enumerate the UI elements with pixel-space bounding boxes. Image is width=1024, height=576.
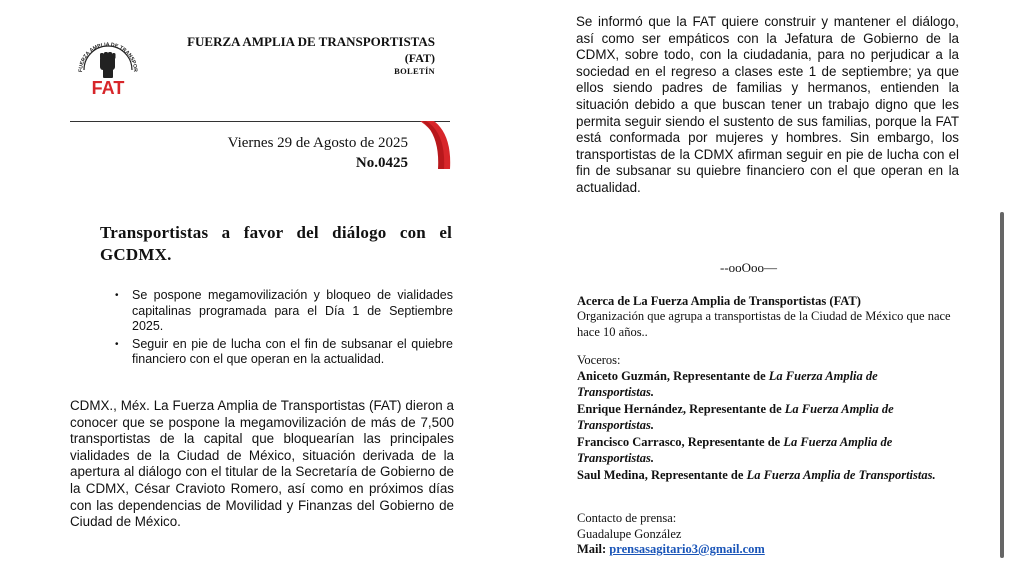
bullet-icon: •: [115, 338, 119, 350]
bulletin-title: Transportistas a favor del diálogo con el GCDMX.: [100, 223, 452, 264]
bulletin-number: No.0425: [355, 155, 408, 171]
list-item-text: Se pospone megamovilización y bloqueo de vialidades capitalinas programada para el Día 1 de Septiembre 2025.: [132, 288, 453, 333]
header-divider: [70, 121, 450, 122]
scrollbar-thumb[interactable]: [1000, 212, 1004, 558]
publication-date: Viernes 29 de Agosto de 2025: [227, 135, 408, 151]
document-type: BOLETÍN: [394, 66, 435, 76]
body-paragraph-1: CDMX., Méx. La Fuerza Amplia de Transportistas (FAT) dieron a conocer que se pospone la megamovilización de más de 7,500 transportistas de la capital que bloquearían las principales vialidades de la Ciudad de México, situación derivada de la apertura al diálogo con el titular de la Secretaría de Gobierno de la CDMX, César Cravioto Romero, así como en próximos días con las dependencias de Movilidad y Finanzas del Gobierno de Ciudad de México.: [70, 398, 454, 530]
section-separator: --ooOoo—: [720, 260, 778, 275]
list-item: [115, 288, 453, 335]
body-paragraph-2: Se informó que la FAT quiere construir y mantener el diálogo, así como ser empáticos con la Jefatura de Gobierno de la CDMX, sobre todo, con la ciudadania, para no perjudicar a la sociedad en el regreso a clases este 1 de septiembre; ya que ellos siendo padres de familias y hermanos, entienden la situación debido a que buscan tener un trabajo digno que les permita seguir siendo el sustento de sus familias, porque la FAT está conformada por mujeres y hombres. Sin embargo, los transportistas de la CDMX afirman seguir en pie de lucha con el fin de subsanar su quiebre financiero con el que operan en la actualidad.: [576, 14, 959, 195]
speaker-entry: [577, 402, 957, 433]
speakers-list: [577, 369, 957, 486]
speaker-name: Enrique Hernández, Representante de: [577, 402, 782, 416]
highlights-list: [115, 288, 453, 370]
about-text: Organización que agrupa a transportistas de la Ciudad de México que nace hace 10 años..: [577, 309, 951, 339]
red-corner-accent: [420, 121, 452, 169]
speaker-org: La Fuerza Amplia de Transportistas.: [746, 468, 936, 482]
contact-email-link[interactable]: prensasagitario3@gmail.com: [609, 542, 765, 556]
logo-ring-text: FUERZA AMPLIA DE TRANSPOR: [77, 41, 139, 73]
bullet-icon: •: [115, 290, 119, 301]
press-contact: [577, 511, 957, 558]
mail-label: Mail:: [577, 542, 607, 556]
fist-icon: [100, 52, 116, 78]
speaker-org: La Fuerza Amplia de Transportistas.: [577, 369, 878, 399]
speaker-entry: [577, 435, 957, 466]
speaker-org: La Fuerza Amplia de Transportistas.: [577, 402, 894, 432]
speaker-entry: [577, 468, 957, 484]
list-item: [115, 337, 453, 368]
contact-person: Guadalupe González: [577, 526, 682, 541]
speaker-name: Aniceto Guzmán, Representante de: [577, 369, 766, 383]
list-item-text: Seguir en pie de lucha con el fin de subsanar el quiebre financiero con el que operan en la actualidad.: [132, 336, 453, 366]
speaker-org: La Fuerza Amplia de Transportistas.: [577, 435, 893, 465]
contact-mail-row: [577, 542, 957, 558]
about-title: Acerca de La Fuerza Amplia de Transportistas (FAT): [577, 294, 861, 308]
fat-logo: [74, 36, 142, 100]
org-abbr: (FAT): [404, 51, 435, 65]
speaker-name: Saul Medina, Representante de: [577, 468, 744, 482]
speakers-label: Voceros:: [577, 353, 621, 367]
speaker-entry: [577, 369, 957, 400]
org-title: FUERZA AMPLIA DE TRANSPORTISTAS: [187, 34, 435, 49]
speaker-name: Francisco Carrasco, Representante de: [577, 435, 781, 449]
contact-label: Contacto de prensa:: [577, 511, 677, 525]
logo-text: FAT: [91, 78, 125, 98]
